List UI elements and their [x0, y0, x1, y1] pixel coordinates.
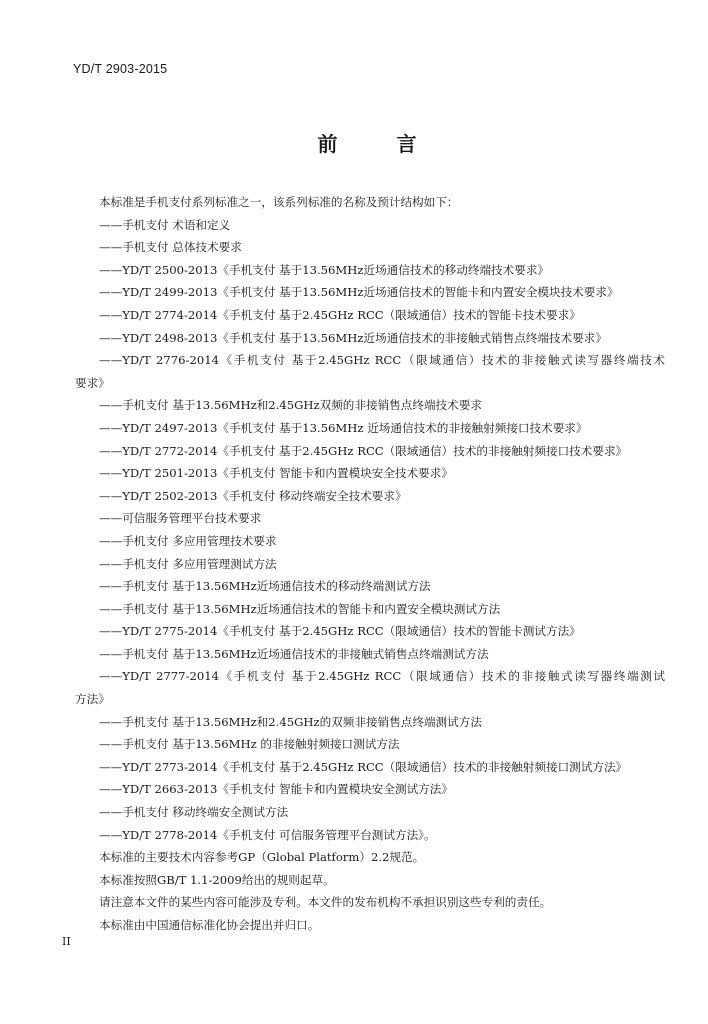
text-line: ——YD/T 2773-2014《手机支付 基于2.45GHz RCC（限域通信）技术的非接触射频接口测试方法》: [99, 759, 628, 774]
text-line: ——手机支付 基于13.56MHz 的非接触射频接口测试方法: [99, 737, 400, 752]
text-line: 请注意本文件的某些内容可能涉及专利。本文件的发布机构不承担识别这些专利的责任。: [99, 895, 552, 910]
text-line: ——手机支付 基于13.56MHz和2.45GHz的双频非接销售点终端测试方法: [99, 714, 482, 729]
text-line: ——YD/T 2776-2014《手机支付 基于2.45GHz RCC（限域通信）技术的非接触式读写器终端技术: [99, 353, 665, 368]
text-line: ——手机支付 多应用管理测试方法: [99, 556, 277, 571]
text-line: ——YD/T 2663-2013《手机支付 智能卡和内置模块安全测试方法》: [99, 782, 453, 797]
text-line: ——YD/T 2498-2013《手机支付 基于13.56MHz近场通信技术的非接触式销售点终端技术要求》: [99, 330, 607, 345]
text-line: ——可信服务管理平台技术要求: [99, 511, 262, 526]
text-line: ——YD/T 2500-2013《手机支付 基于13.56MHz近场通信技术的移动终端技术要求》: [99, 262, 550, 277]
text-line: ——手机支付 多应用管理技术要求: [99, 533, 277, 548]
text-line: 本标准是手机支付系列标准之一，该系列标准的名称及预计结构如下：: [99, 195, 459, 209]
text-line: ——手机支付 基于13.56MHz近场通信技术的智能卡和内置安全模块测试方法: [99, 601, 501, 616]
text-line: 本标准的主要技术内容参考GP（Global Platform）2.2规范。: [99, 850, 425, 865]
text-line: ——YD/T 2777-2014《手机支付 基于2.45GHz RCC（限域通信）技术的非接触式读写器终端测试: [99, 669, 665, 684]
text-line: ——手机支付 总体技术要求: [99, 240, 242, 255]
text-line: ——YD/T 2499-2013《手机支付 基于13.56MHz近场通信技术的智能卡和内置安全模块技术要求》: [99, 285, 619, 300]
text-line: ——手机支付 术语和定义: [99, 217, 231, 232]
text-line: ——YD/T 2497-2013《手机支付 基于13.56MHz 近场通信技术的非接触射频接口技术要求》: [99, 420, 588, 435]
text-line: ——手机支付 移动终端安全测试方法: [99, 805, 289, 820]
page-title: 前 言: [317, 132, 443, 156]
text-line: ——YD/T 2772-2014《手机支付 基于2.45GHz RCC（限域通信）技术的非接触射频接口技术要求》: [99, 443, 628, 458]
text-line: ——YD/T 2778-2014《手机支付 可信服务管理平台测试方法》。: [99, 827, 436, 842]
text-line: ——手机支付 基于13.56MHz近场通信技术的非接触式销售点终端测试方法: [99, 646, 489, 661]
page-number: II: [62, 935, 71, 948]
text-line: 方法》: [75, 692, 110, 707]
text-line: 本标准由中国通信标准化协会提出并归口。: [99, 918, 320, 932]
text-line: ——YD/T 2501-2013《手机支付 智能卡和内置模块安全技术要求》: [99, 466, 453, 481]
standard-code: YD/T 2903-2015: [73, 62, 168, 76]
foreword-body: [75, 191, 665, 937]
text-line: 本标准按照GB/T 1.1-2009给出的规则起草。: [99, 872, 335, 887]
text-line: ——手机支付 基于13.56MHz和2.45GHz双频的非接销售点终端技术要求: [99, 398, 482, 413]
text-line: 要求》: [75, 375, 110, 390]
text-line: ——YD/T 2775-2014《手机支付 基于2.45GHz RCC（限域通信）技术的智能卡测试方法》: [99, 624, 581, 639]
text-line: ——手机支付 基于13.56MHz近场通信技术的移动终端测试方法: [99, 579, 431, 594]
text-line: ——YD/T 2774-2014《手机支付 基于2.45GHz RCC（限域通信）技术的智能卡技术要求》: [99, 307, 581, 322]
text-line: ——YD/T 2502-2013《手机支付 移动终端安全技术要求》: [99, 488, 407, 503]
